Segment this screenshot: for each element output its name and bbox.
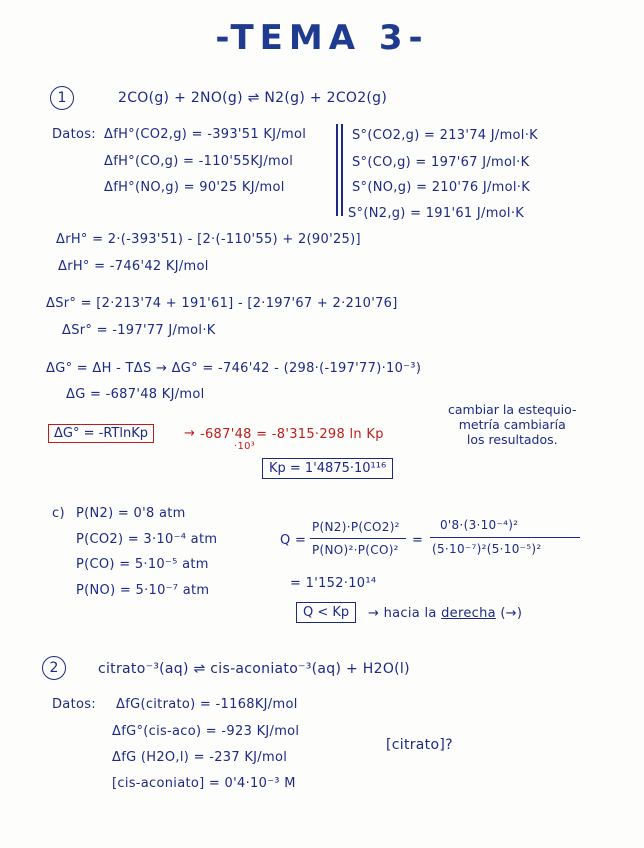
kp-calculation: -687'48 = -8'315·298 ln Kp <box>200 427 384 442</box>
problem-1-number: 1 <box>50 86 74 110</box>
datos-label-1: Datos: <box>52 127 96 142</box>
entropy-co: S°(CO,g) = 197'67 J/mol·K <box>352 155 530 170</box>
pressure-no: P(NO) = 5·10⁻⁷ atm <box>76 583 210 598</box>
pressure-co: P(CO) = 5·10⁻⁵ atm <box>76 557 209 572</box>
q-compare-box: Q < Kp <box>296 602 356 623</box>
q-denominator-values: (5·10⁻⁷)²(5·10⁻⁵)² <box>432 542 542 556</box>
note-line-2: metría cambiaría <box>458 417 566 432</box>
note-line-1: cambiar la estequio- <box>448 402 577 417</box>
part-c-label: c) <box>52 506 65 521</box>
q-fraction-bar-2 <box>430 537 580 538</box>
pressure-co2: P(CO2) = 3·10⁻⁴ atm <box>76 532 218 547</box>
note-line-3: los resultados. <box>466 432 558 447</box>
problem-2-reaction: citrato⁻³(aq) ⇌ cis-aconiato⁻³(aq) + H2O(l) <box>98 661 410 677</box>
q-numerator: P(N2)·P(CO2)² <box>312 520 400 534</box>
dg-calculation: ΔG° = ΔH - TΔS → ΔG° = -746'42 - (298·(-197'77)·10⁻³) <box>46 361 422 376</box>
q-label: Q = <box>280 533 307 548</box>
datos-label-2: Datos: <box>52 697 96 712</box>
data-divider <box>336 124 338 216</box>
enthalpy-co2: ΔfH°(CO2,g) = -393'51 KJ/mol <box>104 127 307 142</box>
equals-sign: = <box>412 533 424 548</box>
data-divider-2 <box>341 124 343 216</box>
cis-aconiato-concentration: [cis-aconiato] = 0'4·10⁻³ M <box>112 776 296 791</box>
gibbs-cis-aco: ΔfG°(cis-aco) = -923 KJ/mol <box>112 724 300 739</box>
gibbs-water: ΔfG (H2O,l) = -237 KJ/mol <box>112 750 288 765</box>
direction-text <box>368 606 522 621</box>
arrow-to-kp: → <box>184 426 196 441</box>
citrato-question: [citrato]? <box>386 737 453 753</box>
q-denominator: P(NO)²·P(CO)² <box>312 543 399 557</box>
problem-2-number: 2 <box>42 656 66 680</box>
direction-prefix: → hacia la <box>368 606 437 621</box>
gibbs-citrato: ΔfG(citrato) = -1168KJ/mol <box>116 697 298 712</box>
direction-word: derecha <box>441 606 496 621</box>
dg-result: ΔG = -687'48 KJ/mol <box>66 387 205 402</box>
ds-calculation: ΔSr° = [2·213'74 + 191'61] - [2·197'67 + 2·210'76] <box>46 296 398 311</box>
stoichiometry-note <box>448 402 577 447</box>
ds-result: ΔSr° = -197'77 J/mol·K <box>62 323 216 338</box>
kp-result-box: Kp = 1'4875·10¹¹⁶ <box>262 458 393 479</box>
kp-factor: ·10³ <box>234 441 256 452</box>
q-numerator-values: 0'8·(3·10⁻⁴)² <box>440 518 519 532</box>
problem-1-reaction: 2CO(g) + 2NO(g) ⇌ N2(g) + 2CO2(g) <box>118 90 388 106</box>
q-fraction-bar <box>310 538 406 539</box>
entropy-n2: S°(N2,g) = 191'61 J/mol·K <box>348 206 525 221</box>
entropy-co2: S°(CO2,g) = 213'74 J/mol·K <box>352 128 538 143</box>
enthalpy-co: ΔfH°(CO,g) = -110'55KJ/mol <box>104 154 294 169</box>
enthalpy-no: ΔfH°(NO,g) = 90'25 KJ/mol <box>104 180 285 195</box>
dh-calculation: ΔrH° = 2·(-393'51) - [2·(-110'55) + 2(90'25)] <box>56 232 361 247</box>
direction-arrow: (→) <box>500 606 523 621</box>
entropy-no: S°(NO,g) = 210'76 J/mol·K <box>352 180 531 195</box>
pressure-n2: P(N2) = 0'8 atm <box>76 506 186 521</box>
dh-result: ΔrH° = -746'42 KJ/mol <box>58 259 209 274</box>
q-result: = 1'152·10¹⁴ <box>290 576 377 591</box>
dg-formula-box: ΔG° = -RTlnKp <box>48 424 154 443</box>
page-title: -TEMA 3- <box>215 18 429 58</box>
